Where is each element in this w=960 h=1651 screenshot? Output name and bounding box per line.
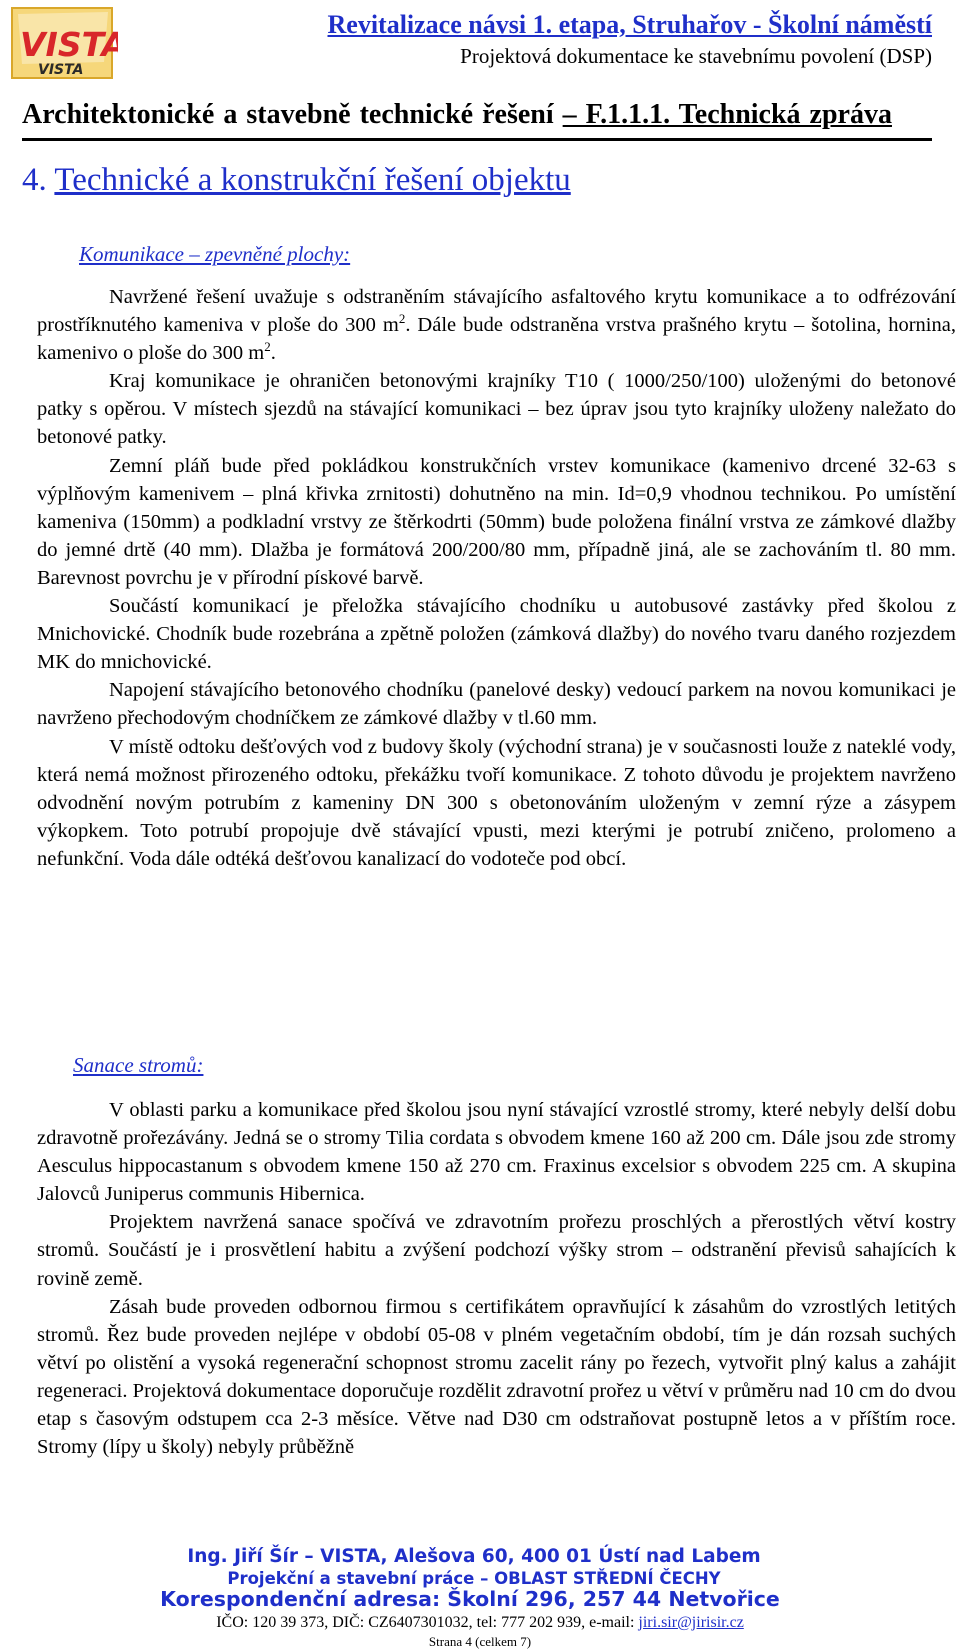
superscript: 2: [398, 311, 406, 327]
paragraph-text: . Dále bude odstraněna vrstva prašného krytu – šotolina, hornina, kamenivo o ploše do 300 m: [37, 314, 956, 365]
logo-subtext: VISTA: [38, 62, 84, 78]
paragraph-text: .: [270, 342, 276, 365]
footer-ids: IČO: 120 39 373, DIČ: CZ6407301032, tel: 777 202 939, e-mail:: [216, 1614, 639, 1631]
header-divider: [22, 138, 932, 141]
paragraph: Projektem navržená sanace spočívá ve zdravotním prořezu proschlých a přerostlých větví kostry stromů. Součástí je i prosvětlení habitu a zvýšení podchozí výšky strom – odstranění převisů sahajících k rovině země.: [37, 1211, 956, 1290]
chapter-heading: [22, 162, 571, 199]
komunikace-text: [37, 283, 956, 873]
email-link[interactable]: jiri.sir@jirisir.cz: [638, 1614, 744, 1631]
project-title: Revitalizace návsi 1. etapa, Struhařov - Školní náměstí: [327, 10, 932, 39]
footer-company: Ing. Jiří Šír – VISTA, Alešova 60, 400 01 Ústí nad Labem: [187, 1546, 761, 1567]
sanace-text: [37, 1096, 956, 1461]
document-type: Projektová dokumentace ke stavebnímu povolení (DSP): [460, 44, 932, 68]
footer-region: Projekční a stavební práce – OBLAST STŘEDNÍ ČECHY: [227, 1569, 721, 1588]
paragraph-text: Navržené řešení uvažuje s odstraněním stávajícího asfaltového krytu komunikace a to odfrézování prostříknutého kameniva v ploše do 300 m: [37, 286, 956, 337]
komunikace-heading: Komunikace – zpevněné plochy:: [79, 242, 351, 266]
paragraph: Napojení stávajícího betonového chodníku (panelové desky) vedoucí parkem na novou komunikaci je navrženo přechodovým chodníčkem ze zámkové dlažby v tl.60 mm.: [37, 679, 956, 730]
paragraph: Zemní pláň bude před pokládkou konstrukčních vrstev komunikace (kamenivo drcené 32-63 s výplňovým kamenivem – plná křivka zrnitosti) dohutněno na min. Id=0,9 vhodnou technikou. Po umístění kameniva (150mm) a podkladní vrstvy ze štěrkodrti (50mm) bude položena finální vrstva ze zámkové dlažby do jemné drtě (40 mm). Dlažba je formátová 200/200/80 mm, případně jiná, ale se zachováním tl. 80 mm. Barevnost povrchu je v přírodní pískové barvě.: [37, 454, 956, 589]
section-title-left: Architektonické a stavebně technické řešení: [22, 99, 554, 130]
paragraph: V oblasti parku a komunikace před školou jsou nyní stávající vzrostlé stromy, které nebyly delší dobu zdravotně prořezávány. Jedná se o stromy Tilia cordata s obvodem kmene 160 až 200 cm. Dále jsou zde stromy Aesculus hippocastanum s obvodem kmene 150 až 270 cm. Fraxinus excelsior s obvodem 225 cm. A skupina Jalovců Juniperus communis Hibernica.: [37, 1099, 956, 1206]
chapter-title: Technické a konstrukční řešení objektu: [54, 162, 571, 198]
paragraph: Zásah bude proveden odbornou firmou s certifikátem opravňující k zásahům do vzrostlých letitých stromů. Řez bude proveden nejlépe v období 05-08 v plném vegetačním období, tím je dán rozsah suchých větví po olistění a vysoká regenerační schopnost stromu zacelit rány po řezech, vytvořit plný kalus a zahájit regeneraci. Projektová dokumentace doporučuje rozdělit zdravotní prořez u větví v průměru nad 10 cm do dvou etap s časovým odstupem cca 2-3 měsíce. Větve nad D30 cm odstraňovat postupně letos a v příštím roce. Stromy (lípy u školy) nebyly průběžně: [37, 1295, 956, 1459]
superscript: 2: [264, 339, 271, 355]
paragraph: [37, 283, 956, 367]
paragraph: Součástí komunikací je přeložka stávajícího chodníku u autobusové zastávky před školou z Mnichovické. Chodník bude rozebrána a zpětně položen (zámková dlažby) do nového tvaru daného rozjezdem MK do mnichovické.: [37, 595, 956, 674]
paragraph: V místě odtoku dešťových vod z budovy školy (východní strana) je v současnosti louže z nateklé vody, která nemá možnost přirozeného odtoku, překážku tvoří komunikace. Z tohoto důvodu je projektem navrženo odvodnění novým potrubím z kameniny DN 300 s obetonováním uloženým v zemní rýze a zásypem výkopkem. Toto potrubí propojuje dvě stávající vpusti, mezi kterými je potrubí zničeno, prolomeno a nefunkční. Voda dále odtéká dešťovou kanalizací do vodoteče pod obcí.: [37, 735, 956, 870]
footer-address: Korespondenční adresa: Školní 296, 257 44 Netvořice: [160, 1587, 780, 1611]
section-title: [22, 99, 892, 131]
sanace-heading: Sanace stromů:: [73, 1053, 204, 1077]
paragraph: Kraj komunikace je ohraničen betonovými krajníky T10 ( 1000/250/100) uloženými do betonové patky s opěrou. V místech sjezdů na stávající komunikaci – bez úprav jsou tyto krajníky uloženy naležato do betonové patky.: [37, 370, 956, 449]
page-number: Strana 4 (celkem 7): [428, 1634, 532, 1649]
logo-text: VISTA: [20, 25, 118, 64]
vista-logo: [8, 4, 118, 84]
chapter-number: 4.: [22, 162, 47, 198]
section-title-right: – F.1.1.1. Technická zpráva: [562, 99, 892, 130]
footer-contacts: [0, 1614, 960, 1632]
